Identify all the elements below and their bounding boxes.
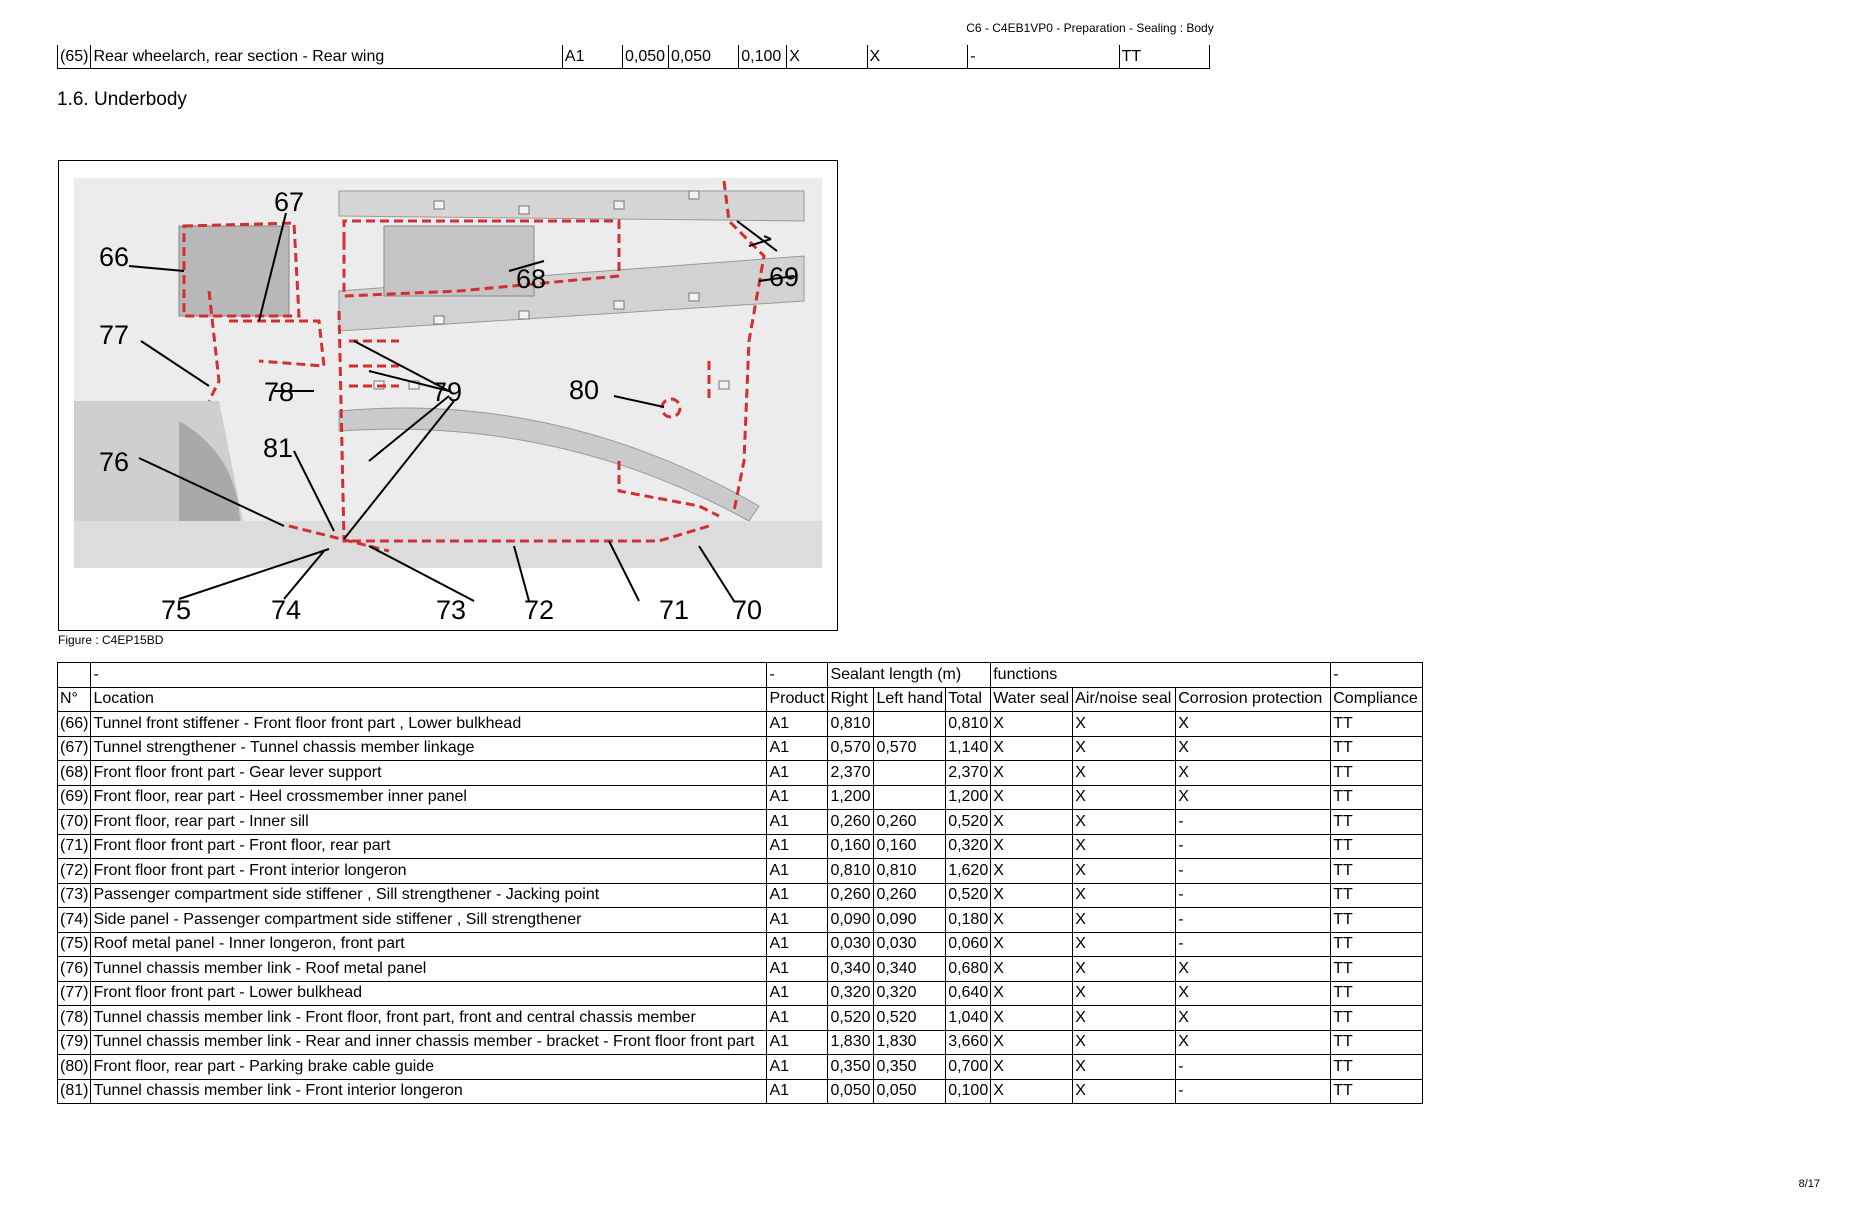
cell-compliance: TT bbox=[1331, 908, 1423, 933]
cell-compliance: TT bbox=[1331, 834, 1423, 859]
section-title: 1.6. Underbody bbox=[57, 89, 187, 110]
cell-left: 0,260 bbox=[874, 810, 946, 835]
gear-lever-support-shape bbox=[384, 226, 534, 296]
header-right: Right bbox=[828, 687, 874, 712]
cell-right: 0,810 bbox=[828, 712, 874, 737]
header-product: Product bbox=[767, 687, 828, 712]
cell-air: X bbox=[1073, 810, 1176, 835]
cell-product: A1 bbox=[767, 1079, 828, 1104]
cell-air: X bbox=[1073, 785, 1176, 810]
cell-total: 0,700 bbox=[946, 1055, 991, 1080]
cell-location: Tunnel chassis member link - Front floor, front part, front and central chassis member bbox=[91, 1006, 767, 1031]
cell-right: 1,830 bbox=[828, 1030, 874, 1055]
cell-air: X bbox=[1073, 883, 1176, 908]
cell-left: 0,090 bbox=[874, 908, 946, 933]
table-row bbox=[58, 761, 1423, 786]
cell-water: X bbox=[991, 932, 1073, 957]
table-body bbox=[58, 712, 1423, 1104]
cell-compliance: TT bbox=[1331, 712, 1423, 737]
cell-product: A1 bbox=[767, 834, 828, 859]
cell-location: Passenger compartment side stiffener , Sill strengthener - Jacking point bbox=[91, 883, 767, 908]
cell-location: Front floor, rear part - Parking brake cable guide bbox=[91, 1055, 767, 1080]
callout-71: 71 bbox=[659, 595, 690, 625]
callout-75: 75 bbox=[161, 595, 192, 625]
cell-num: (68) bbox=[58, 761, 91, 786]
table-row bbox=[58, 981, 1423, 1006]
table-row bbox=[58, 834, 1423, 859]
table-row bbox=[58, 883, 1423, 908]
figure-caption: Figure : C4EP15BD bbox=[58, 633, 164, 647]
cell-left bbox=[874, 712, 946, 737]
callout-66: 66 bbox=[99, 242, 130, 272]
cell-num: (75) bbox=[58, 932, 91, 957]
cell-left: 0,570 bbox=[874, 736, 946, 761]
row-number: (65) bbox=[58, 45, 91, 69]
cell-corrosion: - bbox=[1176, 932, 1331, 957]
callout-68: 68 bbox=[516, 264, 547, 294]
cell-num: (66) bbox=[58, 712, 91, 737]
cell-air: X bbox=[1073, 1006, 1176, 1031]
cell-num: (73) bbox=[58, 883, 91, 908]
callout-80: 80 bbox=[569, 375, 600, 405]
cell-num: (67) bbox=[58, 736, 91, 761]
cell-corrosion: - bbox=[1176, 908, 1331, 933]
underbody-figure bbox=[58, 160, 838, 631]
cell-location: Tunnel chassis member link - Roof metal panel bbox=[91, 957, 767, 982]
cell-right: 0,030 bbox=[828, 932, 874, 957]
cell-corrosion: - bbox=[1176, 834, 1331, 859]
cell-water: X bbox=[991, 810, 1073, 835]
row-total: 0,100 bbox=[739, 45, 787, 69]
cell-total: 0,640 bbox=[946, 981, 991, 1006]
header-corrosion: Corrosion protection bbox=[1176, 687, 1331, 712]
cell-total: 1,140 bbox=[946, 736, 991, 761]
header-cell: - bbox=[91, 663, 767, 688]
cell-compliance: TT bbox=[1331, 1006, 1423, 1031]
cell-water: X bbox=[991, 1055, 1073, 1080]
cell-corrosion: X bbox=[1176, 712, 1331, 737]
cell-location: Front floor, rear part - Inner sill bbox=[91, 810, 767, 835]
table-row bbox=[58, 45, 1210, 69]
cell-water: X bbox=[991, 1030, 1073, 1055]
callout-78: 78 bbox=[264, 377, 295, 407]
cell-compliance: TT bbox=[1331, 1055, 1423, 1080]
cell-right: 0,570 bbox=[828, 736, 874, 761]
cell-num: (80) bbox=[58, 1055, 91, 1080]
cell-location: Front floor front part - Gear lever support bbox=[91, 761, 767, 786]
cell-location: Roof metal panel - Inner longeron, front part bbox=[91, 932, 767, 957]
cell-num: (76) bbox=[58, 957, 91, 982]
table-row bbox=[58, 1055, 1423, 1080]
cell-air: X bbox=[1073, 1055, 1176, 1080]
cell-water: X bbox=[991, 981, 1073, 1006]
cell-total: 0,810 bbox=[946, 712, 991, 737]
cell-compliance: TT bbox=[1331, 810, 1423, 835]
cell-left bbox=[874, 785, 946, 810]
row-corrosion: - bbox=[968, 45, 1119, 69]
cell-location: Front floor front part - Lower bulkhead bbox=[91, 981, 767, 1006]
cell-num: (79) bbox=[58, 1030, 91, 1055]
cell-num: (81) bbox=[58, 1079, 91, 1104]
upper-member bbox=[339, 191, 804, 221]
cell-total: 3,660 bbox=[946, 1030, 991, 1055]
cell-corrosion: X bbox=[1176, 736, 1331, 761]
cell-right: 0,340 bbox=[828, 957, 874, 982]
callout-73: 73 bbox=[436, 595, 467, 625]
cell-num: (69) bbox=[58, 785, 91, 810]
table-row bbox=[58, 736, 1423, 761]
cell-air: X bbox=[1073, 908, 1176, 933]
cell-left bbox=[874, 761, 946, 786]
header-water: Water seal bbox=[991, 687, 1073, 712]
callout-76: 76 bbox=[99, 447, 130, 477]
cell-compliance: TT bbox=[1331, 883, 1423, 908]
cell-total: 0,060 bbox=[946, 932, 991, 957]
cell-total: 1,620 bbox=[946, 859, 991, 884]
cell-corrosion: X bbox=[1176, 1030, 1331, 1055]
cell-compliance: TT bbox=[1331, 859, 1423, 884]
header-num: N° bbox=[58, 687, 91, 712]
cell-water: X bbox=[991, 834, 1073, 859]
callout-77: 77 bbox=[99, 320, 130, 350]
cell-air: X bbox=[1073, 957, 1176, 982]
cell-air: X bbox=[1073, 981, 1176, 1006]
cell-right: 0,160 bbox=[828, 834, 874, 859]
header-cell bbox=[58, 663, 91, 688]
callout-72: 72 bbox=[524, 595, 555, 625]
cell-left: 0,050 bbox=[874, 1079, 946, 1104]
cell-corrosion: X bbox=[1176, 761, 1331, 786]
cell-total: 0,100 bbox=[946, 1079, 991, 1104]
cell-location: Front floor front part - Front interior longeron bbox=[91, 859, 767, 884]
header-sealant-length: Sealant length (m) bbox=[828, 663, 991, 688]
cell-left: 0,350 bbox=[874, 1055, 946, 1080]
cell-num: (77) bbox=[58, 981, 91, 1006]
table-row bbox=[58, 810, 1423, 835]
callout-74: 74 bbox=[271, 595, 302, 625]
cell-air: X bbox=[1073, 859, 1176, 884]
cell-air: X bbox=[1073, 736, 1176, 761]
cell-num: (71) bbox=[58, 834, 91, 859]
cell-corrosion: - bbox=[1176, 1055, 1331, 1080]
cell-num: (78) bbox=[58, 1006, 91, 1031]
cell-corrosion: X bbox=[1176, 981, 1331, 1006]
table-row bbox=[58, 1079, 1423, 1104]
cell-water: X bbox=[991, 785, 1073, 810]
cell-air: X bbox=[1073, 712, 1176, 737]
cell-corrosion: - bbox=[1176, 883, 1331, 908]
cell-total: 0,180 bbox=[946, 908, 991, 933]
cell-left: 1,830 bbox=[874, 1030, 946, 1055]
callout-70: 70 bbox=[732, 595, 763, 625]
sill-strip bbox=[74, 521, 822, 568]
cell-corrosion: X bbox=[1176, 957, 1331, 982]
cell-compliance: TT bbox=[1331, 981, 1423, 1006]
cell-corrosion: - bbox=[1176, 810, 1331, 835]
cell-product: A1 bbox=[767, 712, 828, 737]
row-product: A1 bbox=[562, 45, 622, 69]
cell-total: 0,320 bbox=[946, 834, 991, 859]
cell-water: X bbox=[991, 859, 1073, 884]
cell-left: 0,340 bbox=[874, 957, 946, 982]
cell-water: X bbox=[991, 736, 1073, 761]
cell-product: A1 bbox=[767, 957, 828, 982]
header-left: Left hand bbox=[874, 687, 946, 712]
table-header-row-1 bbox=[58, 663, 1423, 688]
cell-num: (72) bbox=[58, 859, 91, 884]
page-number: 8/17 bbox=[1798, 1178, 1820, 1190]
cell-product: A1 bbox=[767, 736, 828, 761]
cell-product: A1 bbox=[767, 932, 828, 957]
cell-left: 0,160 bbox=[874, 834, 946, 859]
cell-right: 0,260 bbox=[828, 810, 874, 835]
previous-section-row-table bbox=[57, 45, 1210, 69]
cell-compliance: TT bbox=[1331, 761, 1423, 786]
row-left: 0,050 bbox=[668, 45, 738, 69]
row-air: X bbox=[867, 45, 968, 69]
cell-right: 1,200 bbox=[828, 785, 874, 810]
cell-product: A1 bbox=[767, 785, 828, 810]
cell-air: X bbox=[1073, 1030, 1176, 1055]
callout-69: 69 bbox=[769, 262, 800, 292]
cell-corrosion: - bbox=[1176, 859, 1331, 884]
cell-water: X bbox=[991, 957, 1073, 982]
row-right: 0,050 bbox=[622, 45, 668, 69]
cell-left: 0,520 bbox=[874, 1006, 946, 1031]
cell-product: A1 bbox=[767, 883, 828, 908]
cell-product: A1 bbox=[767, 810, 828, 835]
header-air: Air/noise seal bbox=[1073, 687, 1176, 712]
cell-product: A1 bbox=[767, 908, 828, 933]
cell-right: 0,050 bbox=[828, 1079, 874, 1104]
header-functions: functions bbox=[991, 663, 1331, 688]
sealing-table bbox=[57, 662, 1423, 1104]
cell-location: Tunnel chassis member link - Rear and inner chassis member - bracket - Front floor front part bbox=[91, 1030, 767, 1055]
table-row bbox=[58, 908, 1423, 933]
cell-corrosion: X bbox=[1176, 1006, 1331, 1031]
cell-location: Front floor, rear part - Heel crossmember inner panel bbox=[91, 785, 767, 810]
row-compliance: TT bbox=[1119, 45, 1209, 69]
cell-right: 0,520 bbox=[828, 1006, 874, 1031]
cell-right: 0,260 bbox=[828, 883, 874, 908]
cell-total: 1,200 bbox=[946, 785, 991, 810]
cell-air: X bbox=[1073, 761, 1176, 786]
table-header-row-2 bbox=[58, 687, 1423, 712]
table-row bbox=[58, 932, 1423, 957]
page-header: C6 - C4EB1VP0 - Preparation - Sealing : Body bbox=[966, 21, 1214, 35]
cell-total: 2,370 bbox=[946, 761, 991, 786]
cell-compliance: TT bbox=[1331, 736, 1423, 761]
cell-product: A1 bbox=[767, 761, 828, 786]
cell-compliance: TT bbox=[1331, 1030, 1423, 1055]
table-row bbox=[58, 785, 1423, 810]
cell-location: Tunnel strengthener - Tunnel chassis member linkage bbox=[91, 736, 767, 761]
cell-water: X bbox=[991, 1079, 1073, 1104]
cell-corrosion: - bbox=[1176, 1079, 1331, 1104]
cell-air: X bbox=[1073, 1079, 1176, 1104]
cell-water: X bbox=[991, 1006, 1073, 1031]
cell-product: A1 bbox=[767, 1055, 828, 1080]
cell-left: 0,810 bbox=[874, 859, 946, 884]
cell-compliance: TT bbox=[1331, 1079, 1423, 1104]
cell-product: A1 bbox=[767, 1006, 828, 1031]
cell-air: X bbox=[1073, 834, 1176, 859]
cell-air: X bbox=[1073, 932, 1176, 957]
cell-location: Tunnel chassis member link - Front interior longeron bbox=[91, 1079, 767, 1104]
table-row bbox=[58, 1006, 1423, 1031]
cell-total: 1,040 bbox=[946, 1006, 991, 1031]
header-compliance: Compliance bbox=[1331, 687, 1423, 712]
cell-product: A1 bbox=[767, 1030, 828, 1055]
cell-corrosion: X bbox=[1176, 785, 1331, 810]
row-location: Rear wheelarch, rear section - Rear wing bbox=[91, 45, 562, 69]
header-total: Total bbox=[946, 687, 991, 712]
cell-right: 0,810 bbox=[828, 859, 874, 884]
cell-left: 0,260 bbox=[874, 883, 946, 908]
cell-product: A1 bbox=[767, 859, 828, 884]
cell-location: Front floor front part - Front floor, rear part bbox=[91, 834, 767, 859]
cell-location: Side panel - Passenger compartment side stiffener , Sill strengthener bbox=[91, 908, 767, 933]
cell-water: X bbox=[991, 908, 1073, 933]
cell-right: 0,350 bbox=[828, 1055, 874, 1080]
callout-79: 79 bbox=[432, 377, 463, 407]
cell-compliance: TT bbox=[1331, 957, 1423, 982]
cell-left: 0,320 bbox=[874, 981, 946, 1006]
table-row bbox=[58, 1030, 1423, 1055]
table-row bbox=[58, 957, 1423, 982]
row-water: X bbox=[787, 45, 867, 69]
header-location: Location bbox=[91, 687, 767, 712]
cell-right: 2,370 bbox=[828, 761, 874, 786]
cell-location: Tunnel front stiffener - Front floor front part , Lower bulkhead bbox=[91, 712, 767, 737]
callout-67: 67 bbox=[274, 187, 305, 217]
cell-compliance: TT bbox=[1331, 785, 1423, 810]
cell-water: X bbox=[991, 761, 1073, 786]
table-row bbox=[58, 712, 1423, 737]
table-row bbox=[58, 859, 1423, 884]
cell-total: 0,520 bbox=[946, 810, 991, 835]
cell-num: (70) bbox=[58, 810, 91, 835]
cell-water: X bbox=[991, 883, 1073, 908]
cell-right: 0,090 bbox=[828, 908, 874, 933]
underbody-illustration bbox=[59, 161, 837, 630]
header-cell: - bbox=[767, 663, 828, 688]
cell-compliance: TT bbox=[1331, 932, 1423, 957]
cell-total: 0,520 bbox=[946, 883, 991, 908]
cell-right: 0,320 bbox=[828, 981, 874, 1006]
cell-left: 0,030 bbox=[874, 932, 946, 957]
header-cell: - bbox=[1331, 663, 1423, 688]
callout-81: 81 bbox=[263, 433, 294, 463]
cell-num: (74) bbox=[58, 908, 91, 933]
cell-water: X bbox=[991, 712, 1073, 737]
cell-product: A1 bbox=[767, 981, 828, 1006]
cell-total: 0,680 bbox=[946, 957, 991, 982]
